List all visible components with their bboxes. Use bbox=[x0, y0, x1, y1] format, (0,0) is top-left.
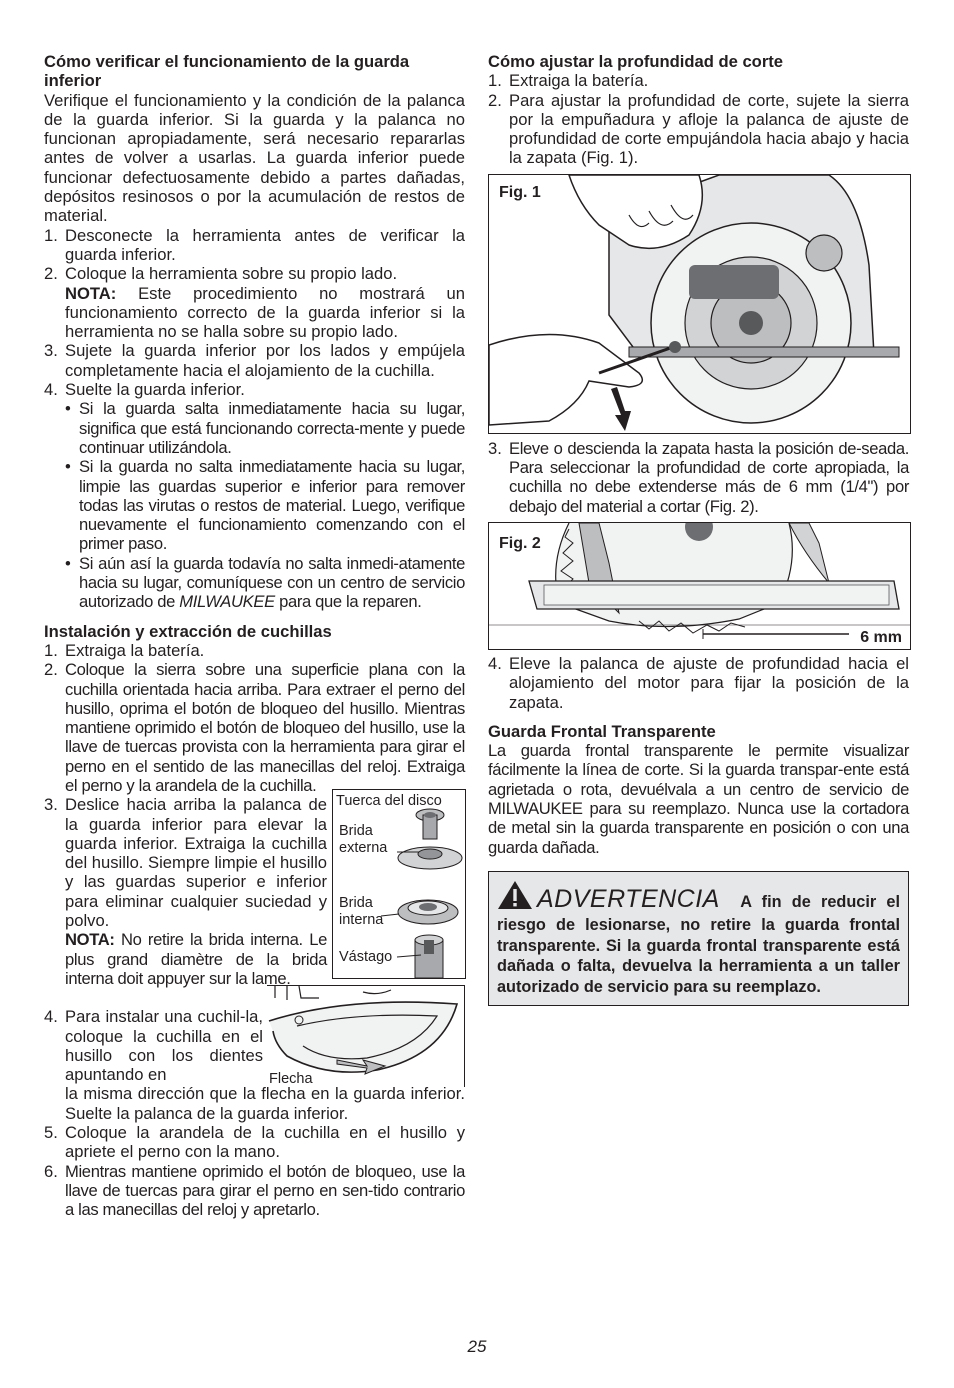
left-column bbox=[44, 52, 465, 1220]
label-brida-externa-2: externa bbox=[339, 840, 388, 857]
label-brida-interna-2: interna bbox=[339, 912, 384, 929]
lower-guard-intro: Verifique el funcionamiento y la condición de la palanca de la guarda inferior. Si la guarda y la palanca no funcionan apropiadamente, será necesario repararlas antes de volver a usarlas. La guarda inferior puede funcionar defectuosamente debido a partes dañadas, depósitos resinosos o por la acumulación de restos de material. bbox=[44, 90, 465, 226]
list-item: 2. Coloque la herramienta sobre su propio lado. NOTA: Este procedimiento no mostrará un funcionamiento correcto de la guarda inferior si la herramienta no se halla sobre su propio lado. bbox=[44, 264, 465, 342]
brand-name: MILWAUKEE bbox=[179, 592, 275, 612]
section-title-lower-guard: Cómo verificar el funcionamiento de la guarda inferior bbox=[44, 52, 410, 91]
list-item: 4. Para instalar una cuchil-la, coloque la cuchilla en el husillo con los dientes apuntando en la misma dirección que la flecha en la guarda inferior. Suelte la palanca de la guarda inferior. bbox=[44, 1007, 465, 1123]
page-number: 25 bbox=[467, 1337, 487, 1356]
warning-icon bbox=[497, 880, 533, 916]
front-guard-text: La guarda frontal transparente le permite visualizar fácilmente la línea de corte. Si la guarda transpar-ente está agrietada o rota, devuélvala a un centro de servicio de MILWAUKEE para su reemplazo. Nunca use la cortadora de metal sin la guarda transparente en posición o con una guarda dañada. bbox=[488, 741, 909, 857]
label-flecha: Flecha bbox=[269, 1071, 313, 1088]
fig1-label: Fig. 1 bbox=[499, 183, 541, 201]
blade-steps bbox=[44, 641, 465, 795]
list-item: 1. Extraiga la batería. bbox=[44, 640, 205, 660]
list-item: 1. Extraiga la batería. bbox=[488, 71, 649, 91]
depth-steps-cont bbox=[488, 439, 909, 516]
list-item: 5. Coloque la arandela de la cuchilla en el husillo y apriete el perno con la mano. bbox=[44, 1123, 465, 1162]
depth-steps bbox=[488, 71, 909, 167]
list-item: 3. Eleve o descienda la zapata hasta la posición de-seada. Para seleccionar la profundidad de corte apropiada, la cuchilla no debe extenderse más de 6 mm (1/4") por debajo del material a cortar (Fig. 2). bbox=[488, 438, 909, 516]
list-item: • Si aún así la guarda todavía no salta inmedi-atamente hacia su lugar, comuníquese con un centro de servicio autorizado de MILWAUKEE para que la reparen. bbox=[65, 553, 465, 612]
list-item: • Si la guarda salta inmediatamente hacia su lugar, significa que está funcionando correcta-mente y puede continuar utilizándola. bbox=[65, 399, 465, 457]
warning-title: ADVERTENCIA bbox=[537, 884, 720, 913]
warning-text: A fin de reducir el riesgo de lesionarse, no retire la guarda frontal transparente. Si la guarda frontal transparente está dañada o falta, devuelva la herramienta a un taller autorizado de servicio para su reemplazo. bbox=[497, 892, 900, 996]
depth-steps-final bbox=[488, 654, 909, 712]
list-item: • Si la guarda no salta inmediatamente hacia su lugar, limpie las guardas superior e inferior para remover todas las virutas o restos de material. Luego, verifique nuevamente el funcionamiento comenzando con el primer paso. bbox=[65, 457, 465, 554]
cut-depth-illustration bbox=[489, 523, 910, 649]
blade-steps-cont bbox=[44, 1123, 465, 1219]
blade-parts-illustration bbox=[333, 790, 465, 978]
label-vastago: Vástago bbox=[339, 949, 393, 966]
figure-arrow-guard bbox=[267, 985, 465, 1087]
note-label: NOTA: bbox=[65, 930, 115, 950]
lower-guard-arrow-illustration bbox=[267, 986, 464, 1087]
release-guard-bullets bbox=[44, 399, 465, 611]
list-item: 3. Sujete la guarda inferior por los lados y empújela completamente hacia el alojamiento de la cuchilla. bbox=[44, 341, 465, 380]
section-title-depth: Cómo ajustar la profundidad de corte bbox=[488, 52, 784, 71]
lower-guard-steps bbox=[44, 226, 465, 400]
warning-box bbox=[488, 871, 909, 1007]
section-title-blades: Instalación y extracción de cuchillas bbox=[44, 621, 332, 641]
note-label: NOTA: bbox=[65, 283, 117, 303]
figure-1 bbox=[488, 174, 911, 434]
fig2-label: Fig. 2 bbox=[499, 534, 541, 552]
list-item: 2. Para ajustar la profundidad de corte, sujete la sierra por la empuñadura y afloje la palanca de ajuste de profundidad de corte empujándola hacia abajo y hacia la zapata (Fig. 1). bbox=[488, 90, 909, 168]
list-item: 3. Deslice hacia arriba la palanca de la guarda inferior para elevar la guarda inferior. Extraiga la cuchilla del husillo. Siempre limpie el husillo y las guardas superior e inferior para eliminar cualquier suciedad y polvo. NOTA: No retire la brida interna. Le plus grand diamètre de la brida interna doit appuyer sur la lame. bbox=[44, 795, 327, 988]
right-column bbox=[488, 52, 909, 1006]
shaft-icon bbox=[397, 935, 443, 978]
figure-blade-parts bbox=[332, 789, 466, 979]
inner-flange-icon bbox=[381, 900, 458, 924]
fig2-measure-label: 6 mm bbox=[860, 628, 902, 646]
nut-icon bbox=[416, 809, 444, 839]
list-item: 1. Desconecte la herramienta antes de verificar la guarda inferior. bbox=[44, 225, 465, 264]
list-item: 2. Coloque la sierra sobre una superficie plana con la cuchilla orientada hacia arriba. Para extraer el perno del husillo, oprima el botón de bloqueo del husillo. Mientras mantiene oprimido el botón de bloqueo del husillo, use la llave de tuercas provista con la herramienta para girar el perno en el sentido de las manecillas del reloj. Extraiga el perno y la arandela de la cuchilla. bbox=[44, 660, 465, 795]
step-3-block bbox=[44, 795, 465, 1007]
list-item: 6. Mientras mantiene oprimido el botón de bloqueo, use la llave de tuercas para girar el perno en sen-tido contrario a las manecillas del reloj y apretarlo. bbox=[44, 1161, 465, 1220]
label-brida-interna-1: Brida bbox=[339, 895, 373, 912]
step-4-block bbox=[44, 1007, 465, 1123]
saw-depth-illustration bbox=[489, 175, 910, 433]
label-tuerca: Tuerca del disco bbox=[336, 793, 442, 810]
list-item: 4. Suelte la guarda inferior. bbox=[44, 380, 245, 400]
outer-flange-icon bbox=[397, 847, 462, 869]
list-item: 4. Eleve la palanca de ajuste de profundidad hacia el alojamiento del motor para fijar la posición de la zapata. bbox=[488, 653, 909, 712]
label-brida-externa-1: Brida bbox=[339, 823, 373, 840]
figure-2 bbox=[488, 522, 911, 650]
section-title-front-guard: Guarda Frontal Transparente bbox=[488, 721, 716, 741]
